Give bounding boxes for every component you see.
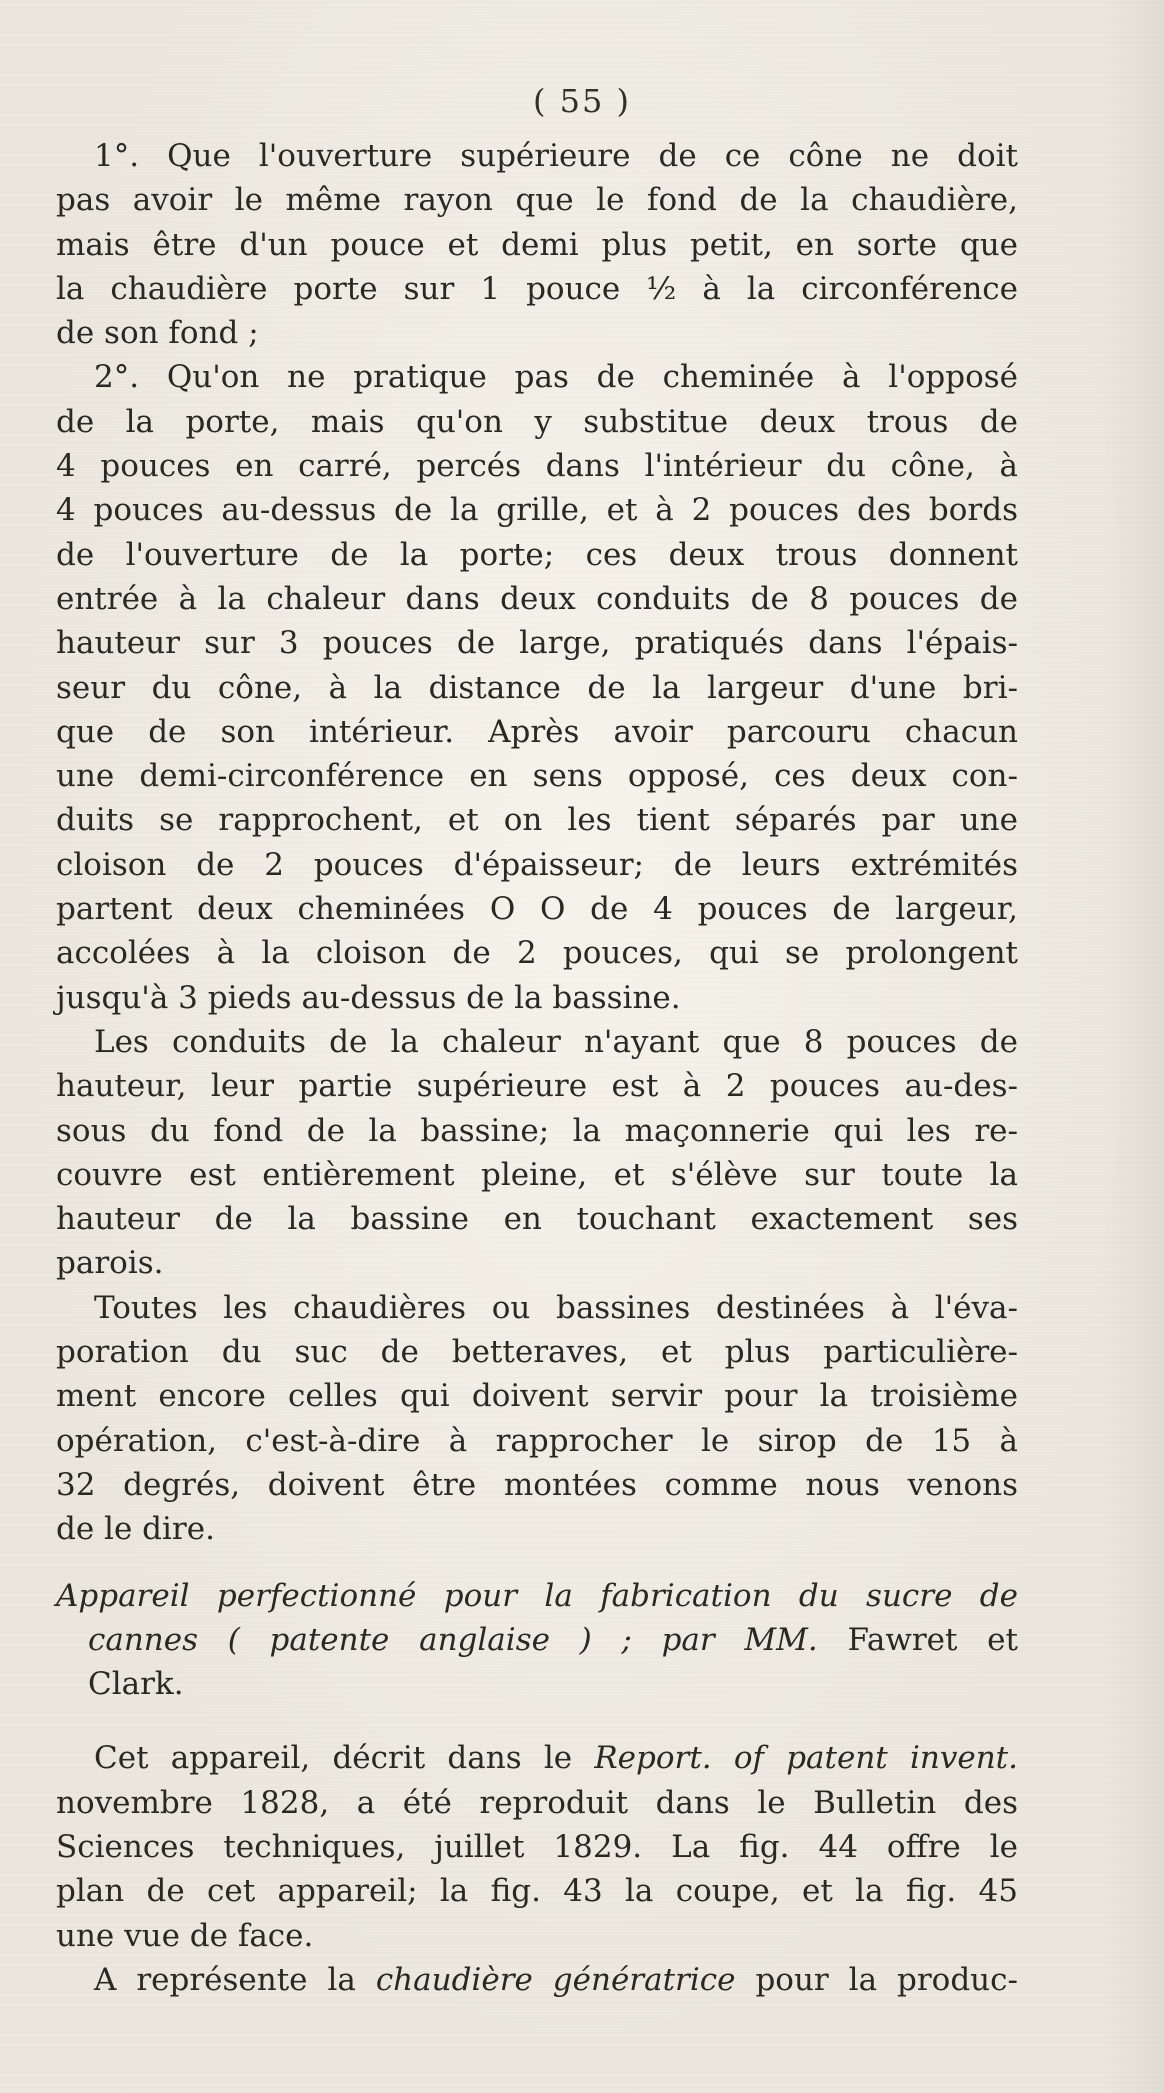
text-line: une vue de face.	[56, 1917, 314, 1954]
text-line: de le dire.	[56, 1511, 215, 1548]
text-line: jusqu'à 3 pieds au-dessus de la bassine.	[56, 979, 681, 1016]
text-line: sous du fond de la bassine; la maçonnerie qui les re-	[56, 1112, 1018, 1149]
paragraph-5	[56, 1736, 1018, 1957]
text-line: hauteur, leur partie supérieure est à 2 pouces au-des-	[56, 1068, 1018, 1105]
section-heading	[56, 1574, 1018, 1707]
text-line: de son fond ;	[56, 315, 259, 352]
text-line: poration du suc de betteraves, et plus particulière-	[56, 1334, 1018, 1371]
paragraph-4	[56, 1286, 1018, 1552]
text-line: la chaudière porte sur 1 pouce ½ à la circonférence	[56, 270, 1018, 307]
text-line: entrée à la chaleur dans deux conduits de 8 pouces de	[56, 580, 1018, 617]
section-gap	[56, 1706, 1018, 1736]
text-line: plan de cet appareil; la fig. 43 la coupe, et la fig. 45	[56, 1873, 1018, 1910]
text-line: Toutes les chaudières ou bassines destinées à l'éva-	[94, 1289, 1018, 1326]
text-line: accolées à la cloison de 2 pouces, qui se prolongent	[56, 935, 1018, 972]
text-line: parois.	[56, 1245, 164, 1282]
text-line: duits se rapprochent, et on les tient séparés par une	[56, 802, 1018, 839]
paragraph-1	[56, 134, 1018, 355]
text-run: pour la produc-	[735, 1961, 1018, 1998]
text-line: 32 degrés, doivent être montées comme nous venons	[56, 1466, 1018, 1503]
heading-roman-text: Fawret et	[817, 1621, 1018, 1658]
page-body	[56, 134, 1018, 2002]
text-run: A représente la	[94, 1961, 376, 1998]
text-line: hauteur de la bassine en touchant exactement ses	[56, 1201, 1018, 1238]
italic-reference: Report. of patent invent.	[594, 1740, 1018, 1777]
text-line: partent deux cheminées O O de 4 pouces de largeur,	[56, 891, 1018, 928]
text-line: pas avoir le même rayon que le fond de la chaudière,	[56, 182, 1018, 219]
paragraph-3	[56, 1020, 1018, 1286]
paragraph-6	[56, 1958, 1018, 2002]
heading-italic-text: cannes ( patente anglaise ) ; par MM.	[88, 1621, 818, 1658]
paragraph-2	[56, 355, 1018, 1019]
text-line	[56, 1958, 1018, 2002]
page-edge-shadow	[1104, 0, 1164, 2093]
text-line: couvre est entièrement pleine, et s'élève sur toute la	[56, 1156, 1018, 1193]
italic-term: chaudière génératrice	[375, 1961, 736, 1998]
text-line: que de son intérieur. Après avoir parcouru chacun	[56, 713, 1018, 750]
text-line: mais être d'un pouce et demi plus petit, en sorte que	[56, 226, 1018, 263]
text-line: 1°. Que l'ouverture supérieure de ce cône ne doit	[94, 138, 1018, 174]
text-line: 4 pouces au-dessus de la grille, et à 2 pouces des bords	[56, 492, 1018, 529]
text-line: novembre 1828, a été reproduit dans le Bulletin des	[56, 1784, 1018, 1821]
text-line: une demi-circonférence en sens opposé, ces deux con-	[56, 758, 1018, 795]
text-line: de la porte, mais qu'on y substitue deux trous de	[56, 403, 1018, 440]
heading-line: Appareil perfectionné pour la fabrication du sucre de	[56, 1577, 1018, 1614]
text-line: opération, c'est-à-dire à rapprocher le sirop de 15 à	[56, 1422, 1018, 1459]
text-line: hauteur sur 3 pouces de large, pratiqués dans l'épais-	[56, 625, 1018, 662]
text-line: 4 pouces en carré, percés dans l'intérieur du cône, à	[56, 448, 1018, 485]
text-line: seur du cône, à la distance de la largeur d'une bri-	[56, 669, 1018, 706]
text-line: Sciences techniques, juillet 1829. La fig. 44 offre le	[56, 1828, 1018, 1865]
text-line: 2°. Qu'on ne pratique pas de cheminée à l'opposé	[94, 359, 1018, 396]
text-line: ment encore celles qui doivent servir pour la troisième	[56, 1378, 1018, 1415]
text-line: de l'ouverture de la porte; ces deux trous donnent	[56, 536, 1018, 573]
heading-line	[56, 1618, 1018, 1662]
text-line: cloison de 2 pouces d'épaisseur; de leurs extrémités	[56, 846, 1018, 883]
heading-line: Clark.	[88, 1666, 184, 1703]
page-number: ( 55 )	[532, 82, 632, 120]
text-line: Les conduits de la chaleur n'ayant que 8 pouces de	[94, 1023, 1018, 1060]
text-run: Cet appareil, décrit dans le	[94, 1740, 595, 1777]
text-line	[56, 1736, 1018, 1780]
